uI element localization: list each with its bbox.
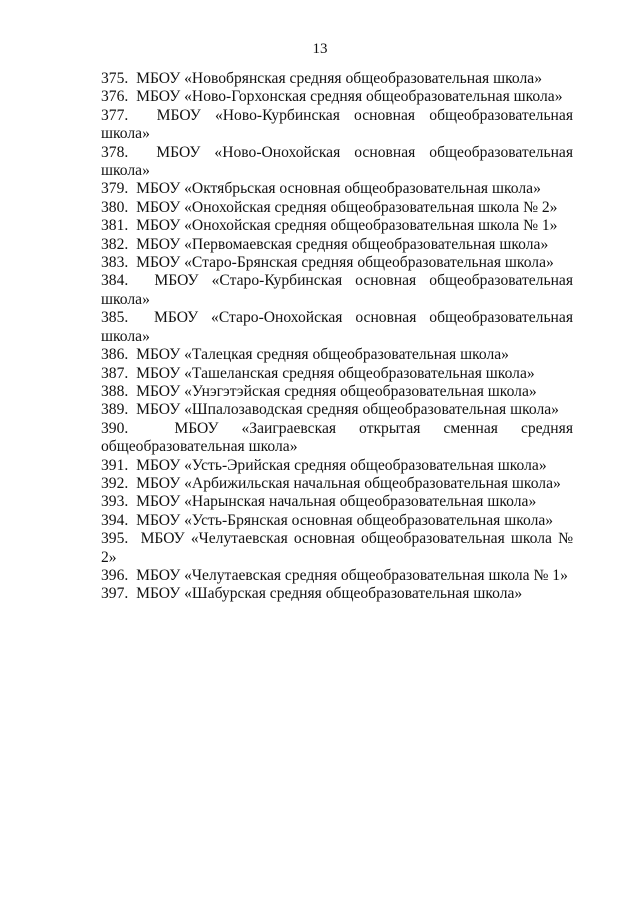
item-number: 384.: [101, 272, 129, 290]
list-item: [101, 567, 573, 585]
item-text: МБОУ «Старо-Брянская средняя общеобразовательная школа»: [136, 254, 554, 272]
list-item: [101, 272, 573, 309]
list-item: [101, 475, 573, 493]
item-text: МБОУ «Усть-Эрийская средняя общеобразовательная школа»: [136, 456, 547, 474]
list-item: [101, 199, 573, 217]
item-text: МБОУ «Первомаевская средняя общеобразовательная школа»: [136, 235, 549, 253]
item-number: 380.: [101, 198, 129, 216]
item-number: 381.: [101, 217, 129, 235]
list-item: [101, 309, 573, 346]
item-number: 382.: [101, 235, 129, 253]
list-item: [101, 585, 573, 603]
page-number: 13: [312, 41, 328, 57]
list-item: [101, 493, 573, 511]
item-number: 387.: [101, 364, 129, 382]
item-number: 392.: [101, 474, 129, 492]
item-number: 388.: [101, 382, 129, 400]
item-text: МБОУ «Онохойская средняя общеобразовательная школа № 2»: [136, 198, 558, 216]
item-text: МБОУ «Новобрянская средняя общеобразовательная школа»: [136, 70, 542, 87]
item-number: 383.: [101, 254, 129, 272]
list-item: [101, 107, 573, 144]
item-text: МБОУ «Унэгэтэйская средняя общеобразовательная школа»: [136, 382, 537, 400]
item-number: 375.: [101, 70, 129, 87]
item-number: 377.: [101, 106, 129, 124]
list-item: [101, 346, 573, 364]
item-text: МБОУ «Заиграевская открытая сменная средняя общеобразовательная школа»: [101, 419, 573, 456]
list-item: [101, 180, 573, 198]
list-item: [101, 401, 573, 419]
item-text: МБОУ «Шпалозаводская средняя общеобразовательная школа»: [136, 401, 559, 419]
item-text: МБОУ «Ново-Курбинская основная общеобразовательная школа»: [101, 106, 573, 143]
list-item: [101, 236, 573, 254]
item-text: МБОУ «Челутаевская основная общеобразовательная школа № 2»: [101, 530, 573, 566]
item-number: 397.: [101, 585, 129, 603]
list-item: [101, 70, 573, 88]
item-text: МБОУ «Шабурская средняя общеобразовательная школа»: [136, 585, 523, 603]
list-item: [101, 365, 573, 383]
school-list: [101, 70, 573, 604]
item-number: 389.: [101, 401, 129, 419]
item-number: 378.: [101, 143, 129, 161]
item-text: МБОУ «Старо-Онохойская основная общеобразовательная школа»: [101, 309, 573, 345]
item-number: 386.: [101, 346, 129, 364]
item-text: МБОУ «Ново-Онохойская основная общеобразовательная школа»: [101, 143, 574, 180]
item-text: МБОУ «Ташеланская средняя общеобразовательная школа»: [136, 364, 535, 382]
list-item: [101, 383, 573, 401]
item-number: 376.: [101, 88, 129, 106]
item-number: 385.: [101, 309, 129, 327]
list-item: [101, 420, 573, 457]
list-item: [101, 530, 573, 567]
item-number: 390.: [101, 419, 129, 437]
item-number: 394.: [101, 511, 129, 529]
item-text: МБОУ «Усть-Брянская основная общеобразовательная школа»: [136, 511, 554, 529]
item-text: МБОУ «Ново-Горхонская средняя общеобразовательная школа»: [136, 88, 563, 106]
item-number: 393.: [101, 493, 129, 511]
item-number: 396.: [101, 566, 129, 584]
item-text: МБОУ «Октябрьская основная общеобразовательная школа»: [136, 180, 541, 198]
item-number: 379.: [101, 180, 129, 198]
list-item: [101, 144, 573, 181]
list-item: [101, 512, 573, 530]
list-item: [101, 217, 573, 235]
item-number: 395.: [101, 530, 129, 548]
item-text: МБОУ «Челутаевская средняя общеобразовательная школа № 1»: [136, 566, 568, 584]
item-text: МБОУ «Нарынская начальная общеобразовательная школа»: [136, 493, 537, 511]
item-text: МБОУ «Арбижильская начальная общеобразовательная школа»: [136, 474, 561, 492]
list-item: [101, 457, 573, 475]
item-text: МБОУ «Онохойская средняя общеобразовательная школа № 1»: [136, 217, 558, 235]
item-number: 391.: [101, 456, 129, 474]
item-text: МБОУ «Талецкая средняя общеобразовательная школа»: [136, 346, 509, 364]
list-item: [101, 254, 573, 272]
list-item: [101, 88, 573, 106]
item-text: МБОУ «Старо-Курбинская основная общеобразовательная школа»: [101, 272, 574, 308]
